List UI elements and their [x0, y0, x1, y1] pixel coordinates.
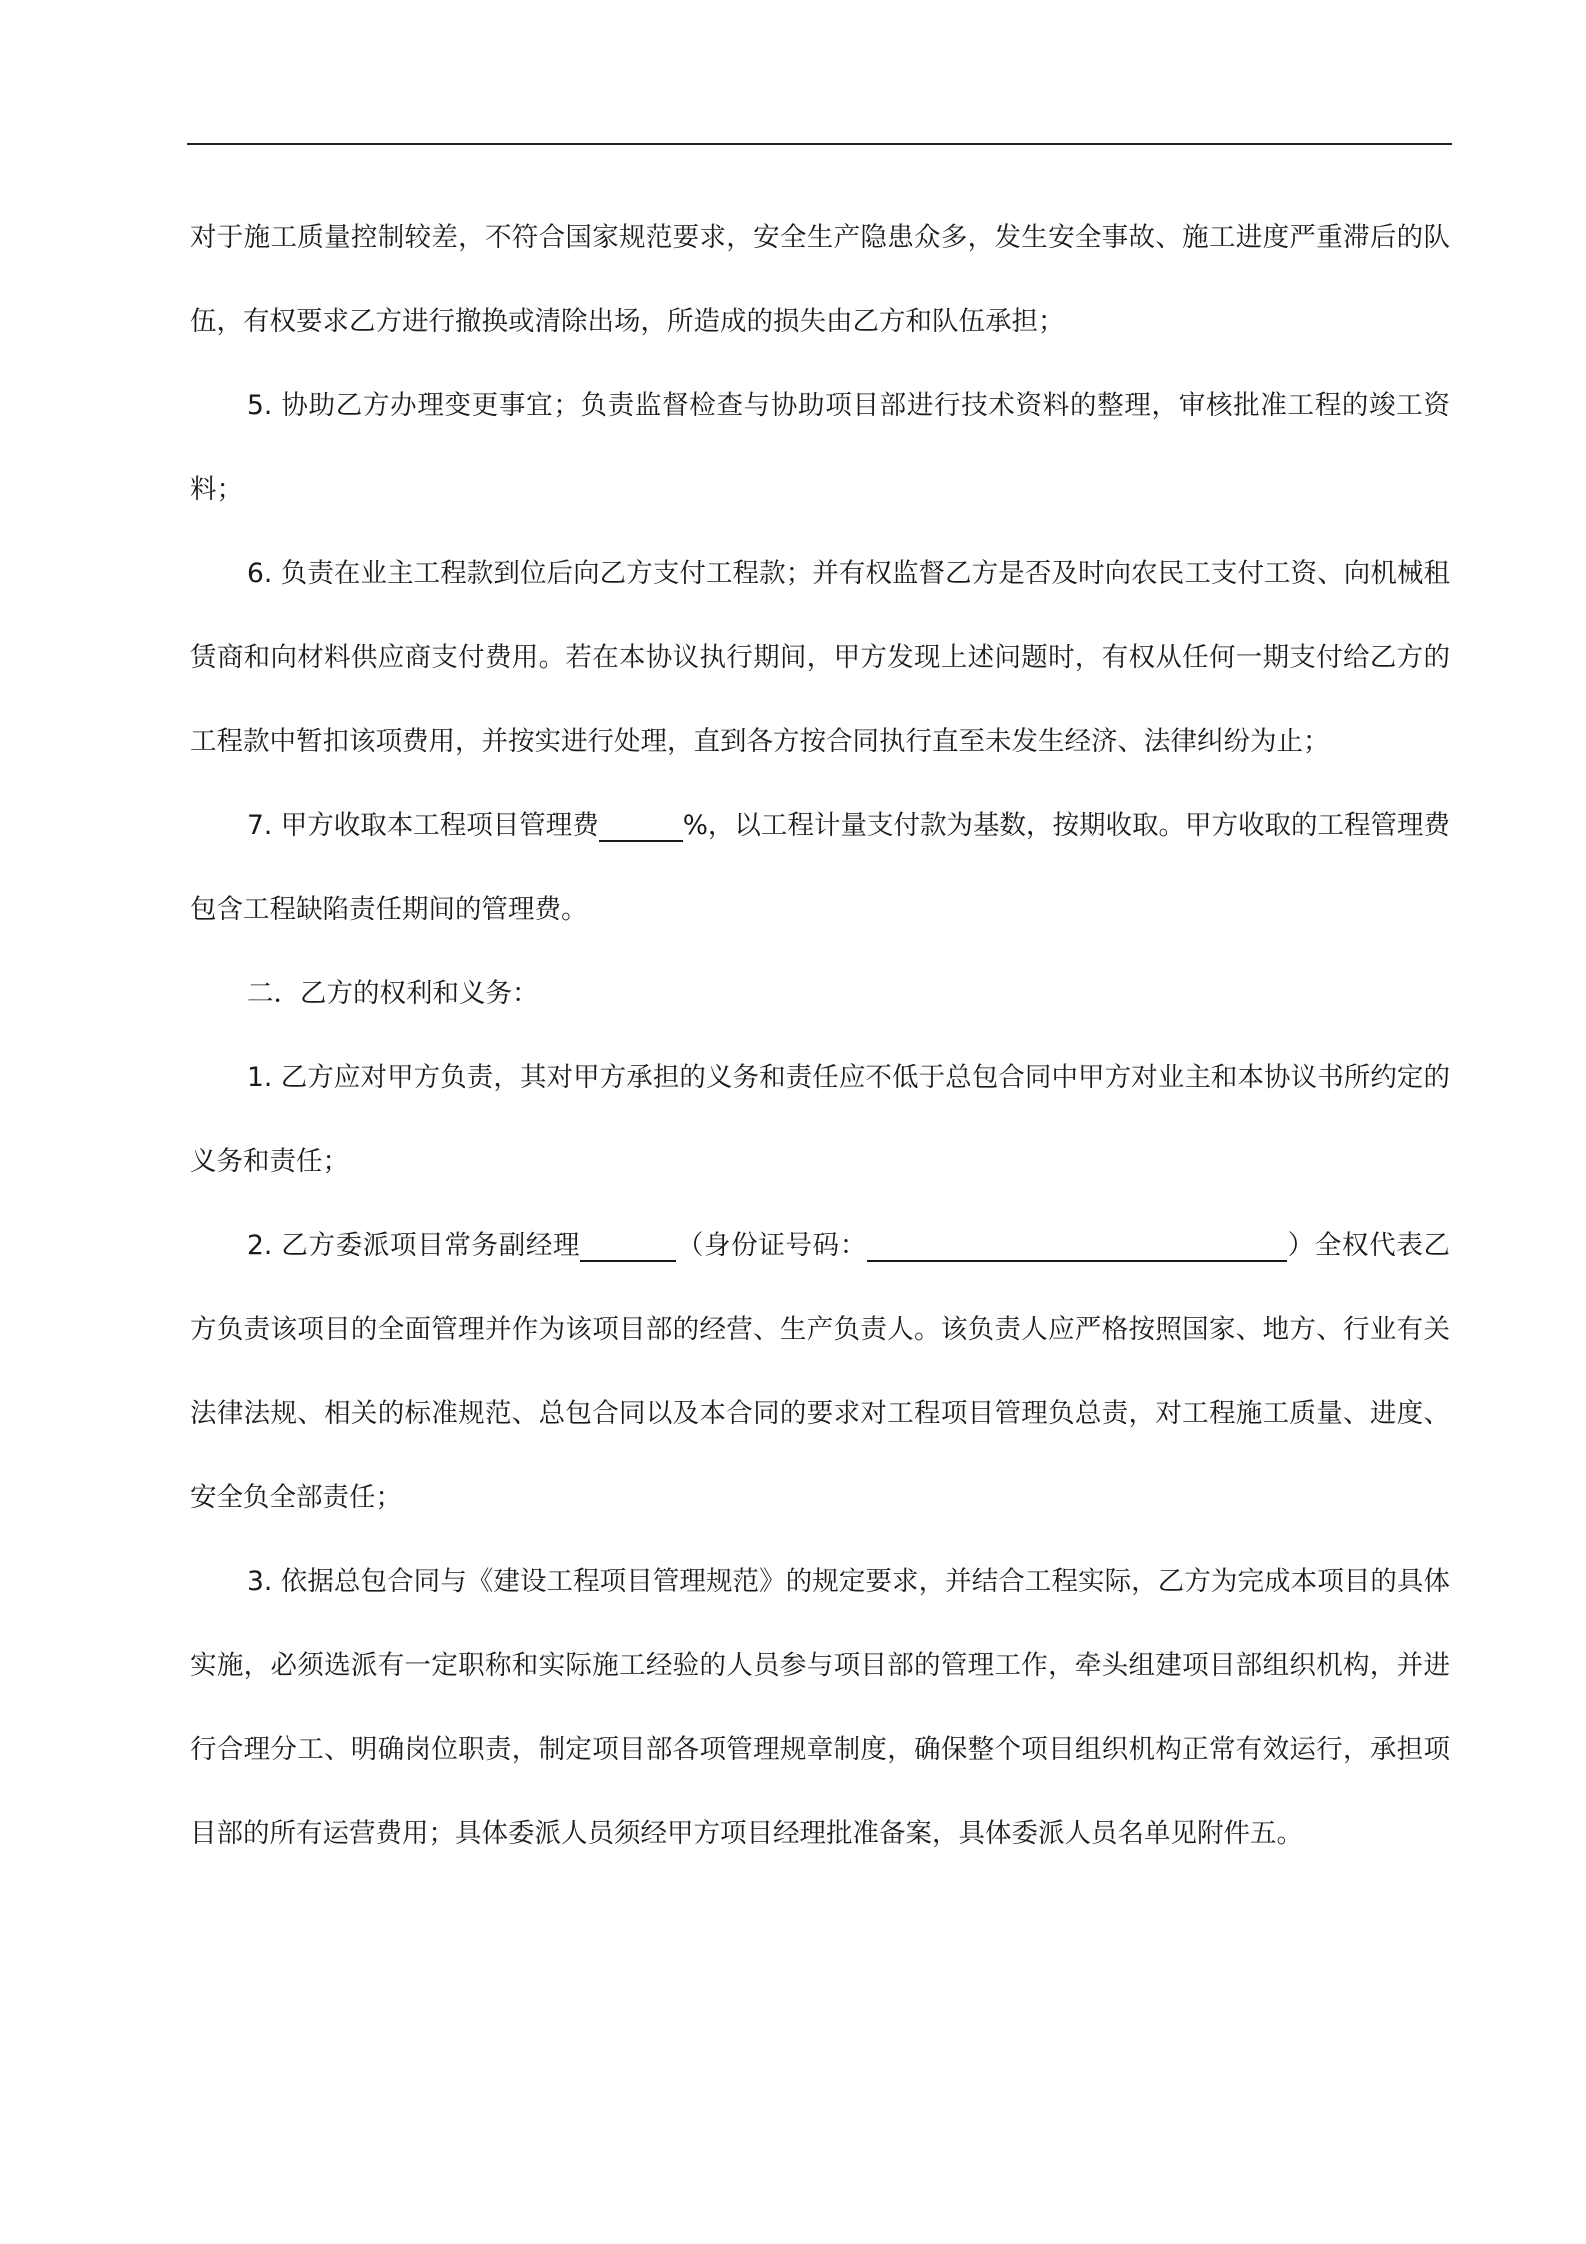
paragraph-b-item-2 — [190, 1204, 1450, 1540]
paragraph-quality-control: 对于施工质量控制较差，不符合国家规范要求，安全生产隐患众多，发生安全事故、施工进度严重滞后的队伍，有权要求乙方进行撤换或清除出场，所造成的损失由乙方和队伍承担； — [190, 222, 1450, 337]
paragraph-b-item-1: 1. 乙方应对甲方负责，其对甲方承担的义务和责任应不低于总包合同中甲方对业主和本协议书所约定的义务和责任； — [190, 1062, 1450, 1177]
paragraph-item-6: 6. 负责在业主工程款到位后向乙方支付工程款；并有权监督乙方是否及时向农民工支付工资、向机械租赁商和向材料供应商支付费用。若在本协议执行期间，甲方发现上述问题时，有权从任何一期支付给乙方的工程款中暂扣该项费用，并按实进行处理，直到各方按合同执行直至未发生经济、法律纠纷为止； — [190, 558, 1450, 757]
paragraph-item-7 — [190, 784, 1450, 952]
management-fee-blank[interactable] — [599, 810, 683, 842]
id-number-blank[interactable] — [867, 1230, 1287, 1262]
b-item-2-text-start: 2. 乙方委派项目常务副经理 — [247, 1230, 581, 1261]
deputy-manager-name-blank[interactable] — [580, 1230, 676, 1262]
document-body — [190, 196, 1450, 1876]
b-item-2-id-label: （身份证号码： — [676, 1230, 868, 1261]
header-rule — [187, 143, 1452, 145]
item-7-text-end: %，以工程计量支付款为基数，按期收取。甲方收取的工程管理费包含工程缺陷责任期间的管理费。 — [190, 810, 1450, 925]
section-heading-party-b: 二．乙方的权利和义务： — [247, 978, 539, 1009]
item-7-text-start: 7. 甲方收取本工程项目管理费 — [247, 810, 599, 841]
b-item-2-text-end: ）全权代表乙方负责该项目的全面管理并作为该项目部的经营、生产负责人。该负责人应严格按照国家、地方、行业有关法律法规、相关的标准规范、总包合同以及本合同的要求对工程项目管理负总责，对工程施工质量、进度、安全负全部责任； — [190, 1230, 1451, 1513]
paragraph-item-5: 5. 协助乙方办理变更事宜；负责监督检查与协助项目部进行技术资料的整理，审核批准工程的竣工资料； — [190, 390, 1450, 505]
paragraph-b-item-3: 3. 依据总包合同与《建设工程项目管理规范》的规定要求，并结合工程实际，乙方为完成本项目的具体实施，必须选派有一定职称和实际施工经验的人员参与项目部的管理工作，牵头组建项目部组织机构，并进行合理分工、明确岗位职责，制定项目部各项管理规章制度，确保整个项目组织机构正常有效运行，承担项目部的所有运营费用；具体委派人员须经甲方项目经理批准备案，具体委派人员名单见附件五。 — [190, 1566, 1450, 1849]
